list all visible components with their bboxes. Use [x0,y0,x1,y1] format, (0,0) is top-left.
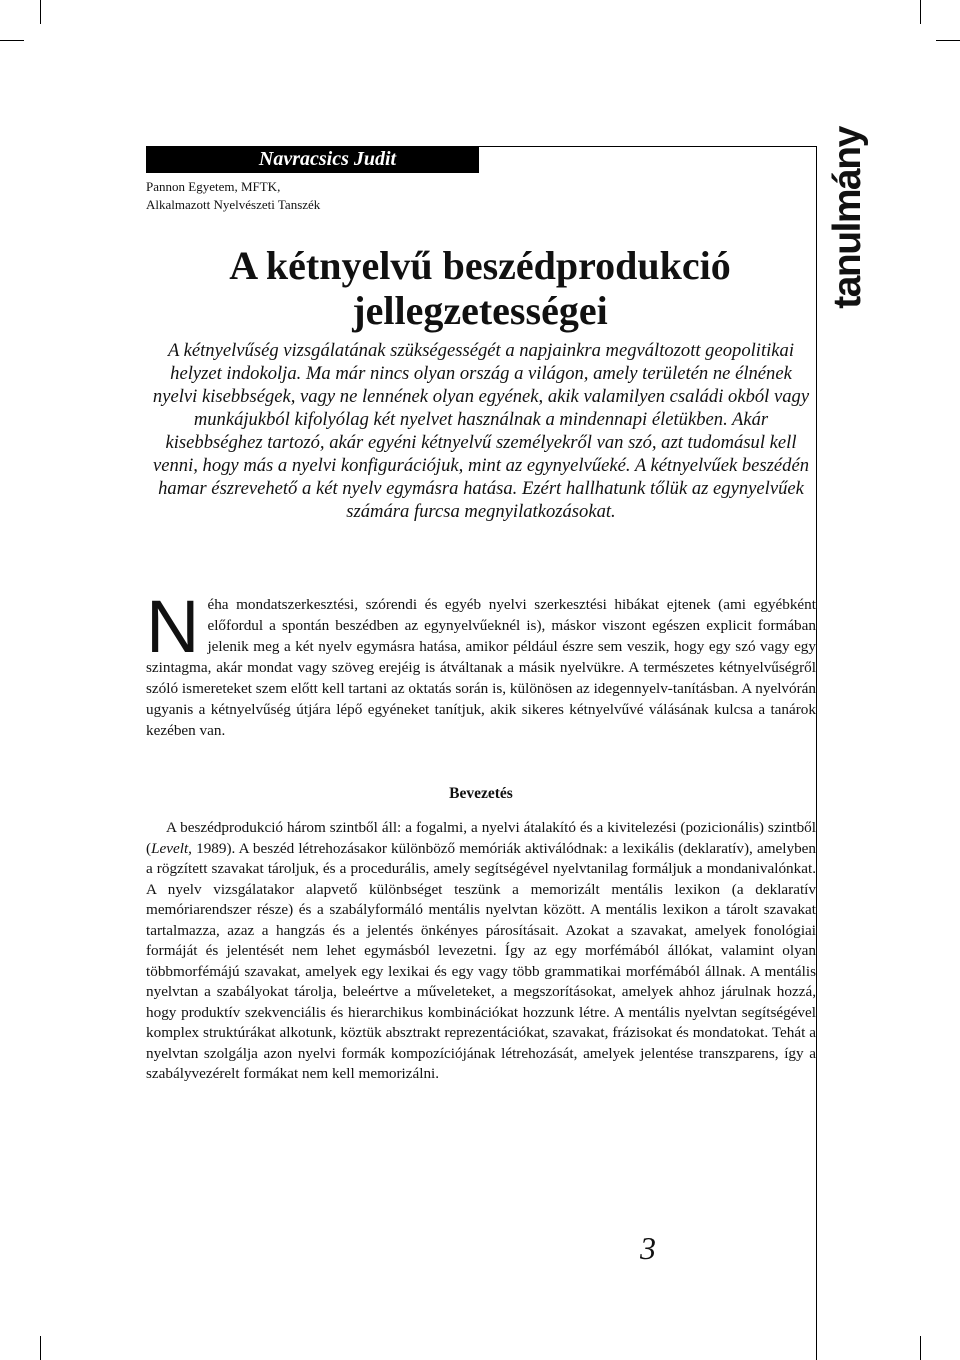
crop-mark [40,0,41,24]
affiliation-line-2: Alkalmazott Nyelvészeti Tanszék [146,197,321,212]
crop-mark [936,40,960,41]
affiliation-line-1: Pannon Egyetem, MFTK, [146,179,281,194]
crop-mark [0,40,24,41]
side-label-text: tanulmány [826,127,869,309]
body-paragraph [146,818,816,1085]
section-side-label [820,127,876,309]
title-line-1: A kétnyelvű beszédprodukció [229,243,731,288]
dropcap: N [146,585,200,668]
citation-author: Levelt [151,839,189,857]
title-line-2: jellegzetességei [352,288,608,333]
author-name: Navracsics Judit [146,146,479,173]
abstract: A kétnyelvűség vizsgálatának szükségességét a napjainkra megváltozott geopolitikai helyzet indokolja. Ma már nincs olyan ország a világon, amely területén ne élnének nyelvi kisebbségek, vagy ne lennének olyan egyének, akik valamilyen családi okból vagy munkájukból kifolyólag két nyelvet használnak a mindennapi életükben. Akár kisebbséghez tartozó, akár egyéni kétnyelvű személyekről van szó, azt tudomásul kell venni, hogy más a nyelvi konfigurációjuk, mint az egynyelvűeké. A kétnyelvűek beszédén hamar észrevehető a két nyelv egymásra hatása. Ezért hallhatunk tőlük az egynyelvűek számára furcsa megnyilatkozásokat. [152,340,810,522]
page-frame-right [816,146,817,1360]
page-number: 3 [640,1230,656,1266]
crop-mark [920,1336,921,1360]
intro-text: éha mondatszerkesztési, szórendi és egyéb nyelvi szerkesztési hibákat ejtenek (ami egyébként előfordul a spontán beszédben az egynyelvűeknél is), máskor viszont egészen explicit formában jelenik meg a két nyelv egymásra hatása, amikor például észre sem veszik, hogy egy szó vagy egy szintagma, akár mondat vagy szöveg erejéig is átváltanak a másik nyelvükre. A természetes kétnyelvűségről szóló ismereteket szem előtt kell tartani az oktatás során is, különösen az idegennyelv-tanításban. A nyelvórán ugyanis a kétnyelvűség útjára lépő egyéneket tanítjuk, akik sikeres kétnyelvűvé válásának kulcsa a tanárok kezében van. [146,596,816,739]
crop-mark [920,0,921,24]
intro-paragraph [146,585,816,741]
section-heading: Bevezetés [449,785,513,802]
crop-mark [40,1336,41,1360]
affiliation [146,178,466,214]
body-text-before: A beszédprodukció három szintből áll: a fogalmi, a nyelvi átalakító és a kivitelezési (pozicionális) szintből ( [146,819,816,857]
article-title [150,243,810,333]
body-text-after: , 1989). A beszéd létrehozásakor különböző memóriák aktiválódnak: a lexikális (deklaratív), amelyben a rögzített szavakat tároljuk, és a procedurális, amely segítségével nyelvtanilag formáljuk a mondanivalónkat. A nyelv vizsgálatakor alapvető különbséget teszünk a memorizált mentális lexikon (a deklaratív memóriarendszer része) és a szabályformáló mentális nyelvtan között. A mentális lexikon a tárolt szavakat tartalmazza, azaz a hangzás és a jelentés önkényes párosításait. Azokat a szavakat, amelyek fonológiai formáját és jelentését nem lehet egymásból levezetni. Így az egy morfémából állókat, valamint olyan többmorfémájú szavakat, amelyek egy lexikai és egy vagy több grammatikai morfémából állnak. A mentális nyelvtan a szabályokat tárolja, beleértve a műveleteket, a megszorításokat, amelyek ahhoz járulnak hozzá, hogy produktív szekvenciális és hierarchikus kombinációkat hozzunk létre. A mentális nyelvtan segítségével komplex struktúrákat alkotunk, köztük absztrakt reprezentációkat, szavakat, frázisokat és mondatokat. Tehát a nyelvtan szolgálja azon nyelvi formák kompozíciójának létrehozását, amelyek jelentése transzparens, így a szabályvezérelt formákat nem kell memorizálni. [146,839,816,1082]
